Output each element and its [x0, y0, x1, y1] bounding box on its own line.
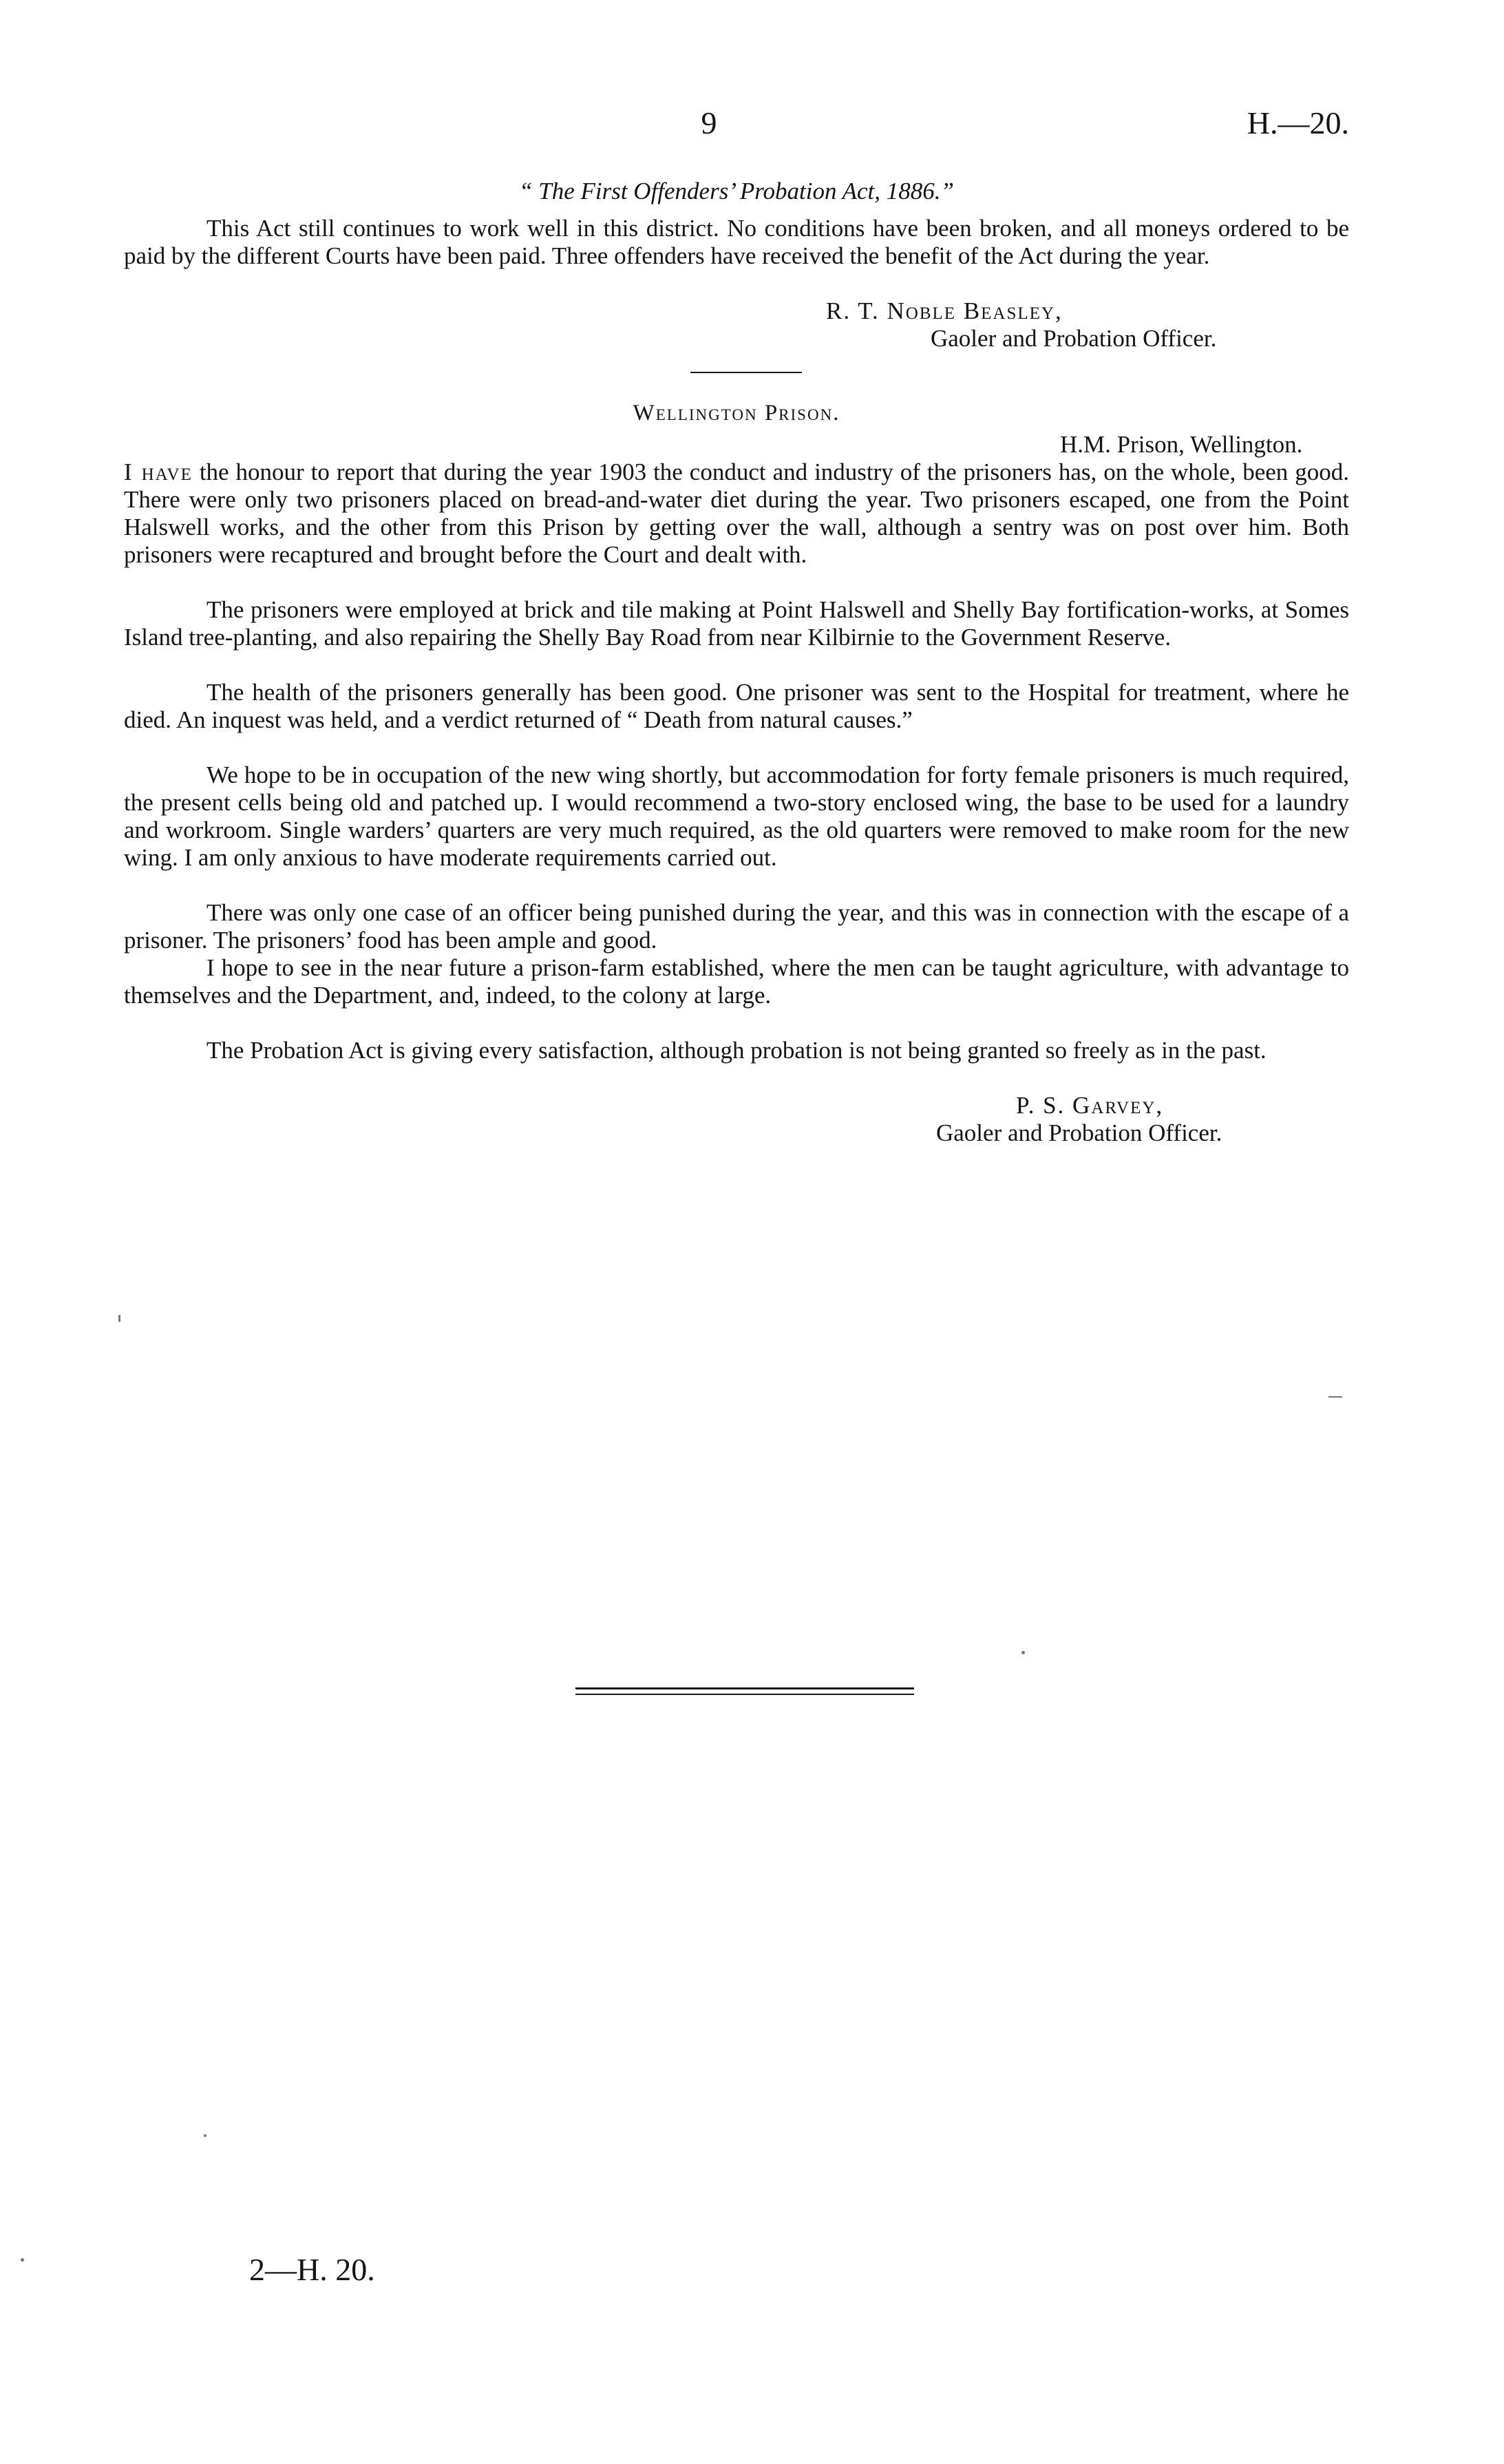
end-rule-bottom	[575, 1694, 914, 1695]
report-paragraph-7: The Probation Act is giving every satisfaction, although probation is not being granted so freely as in the past.	[206, 1037, 1267, 1064]
signature-title-garvey: Gaoler and Probation Officer.	[936, 1119, 1222, 1146]
report-paragraph-1: I have the honour to report that during the year 1903 the conduct and industry of the prisoners has, on the whole, been good. There were only two prisoners placed on bread-and-water diet during the year. Two prisoners escaped, one from the Point Halswell works, and the other from this Prison by getting over the wall, although a sentry was on post over him. Both prisoners were recaptured and brought before the Court and dealt with.	[124, 459, 1349, 568]
section-divider	[690, 372, 802, 373]
footer-signature-mark: 2—H. 20.	[249, 2252, 375, 2287]
end-rule-top	[575, 1687, 914, 1689]
report-paragraph-5: There was only one case of an officer being punished during the year, and this was in connection with the escape of a prisoner. The prisoners’ food has been ample and good.	[124, 899, 1349, 954]
scan-speck	[204, 2134, 206, 2137]
opening-word: I have	[124, 459, 193, 485]
act-paragraph: This Act still continues to work well in this district. No conditions have been broken, and all moneys ordered to be paid by the different Courts have been paid. Three offenders have received the benefit of the Act during the year.	[124, 215, 1349, 269]
prison-heading: Wellington Prison.	[633, 401, 840, 425]
signature-name-garvey: P. S. Garvey,	[1016, 1092, 1164, 1119]
report-paragraph-3: The health of the prisoners generally has been good. One prisoner was sent to the Hospital for treatment, where he died. An inquest was held, and a verdict returned of “ Death from natural causes.”	[124, 679, 1349, 733]
scan-speck	[21, 2258, 24, 2262]
scan-speck	[1021, 1651, 1025, 1654]
report-paragraph-6: I hope to see in the near future a prison-farm established, where the men can be taught agriculture, with advantage to themselves and the Department, and, indeed, to the colony at large.	[124, 954, 1349, 1009]
scan-speck	[118, 1315, 120, 1322]
signature-title-beasley: Gaoler and Probation Officer.	[931, 325, 1217, 352]
signature-name-beasley: R. T. Noble Beasley,	[826, 297, 1063, 324]
prison-address: H.M. Prison, Wellington.	[1060, 431, 1303, 458]
document-reference: H.—20.	[1247, 105, 1349, 140]
report-paragraph-2: The prisoners were employed at brick and tile making at Point Halswell and Shelly Bay fortification-works, at Somes Island tree-planting, and also repairing the Shelly Bay Road from near Kilbirnie to the Government Reserve.	[124, 596, 1349, 651]
act-heading: “ The First Offenders’ Probation Act, 1886.”	[519, 178, 954, 204]
scan-speck	[1328, 1396, 1342, 1398]
page-number: 9	[701, 105, 717, 140]
report-paragraph-4: We hope to be in occupation of the new wing shortly, but accommodation for forty female prisoners is much required, the present cells being old and patched up. I would recommend a two-story enclosed wing, the base to be used for a laundry and workroom. Single warders’ quarters are very much required, as the old quarters were removed to make room for the new wing. I am only anxious to have moderate requirements carried out.	[124, 761, 1349, 871]
